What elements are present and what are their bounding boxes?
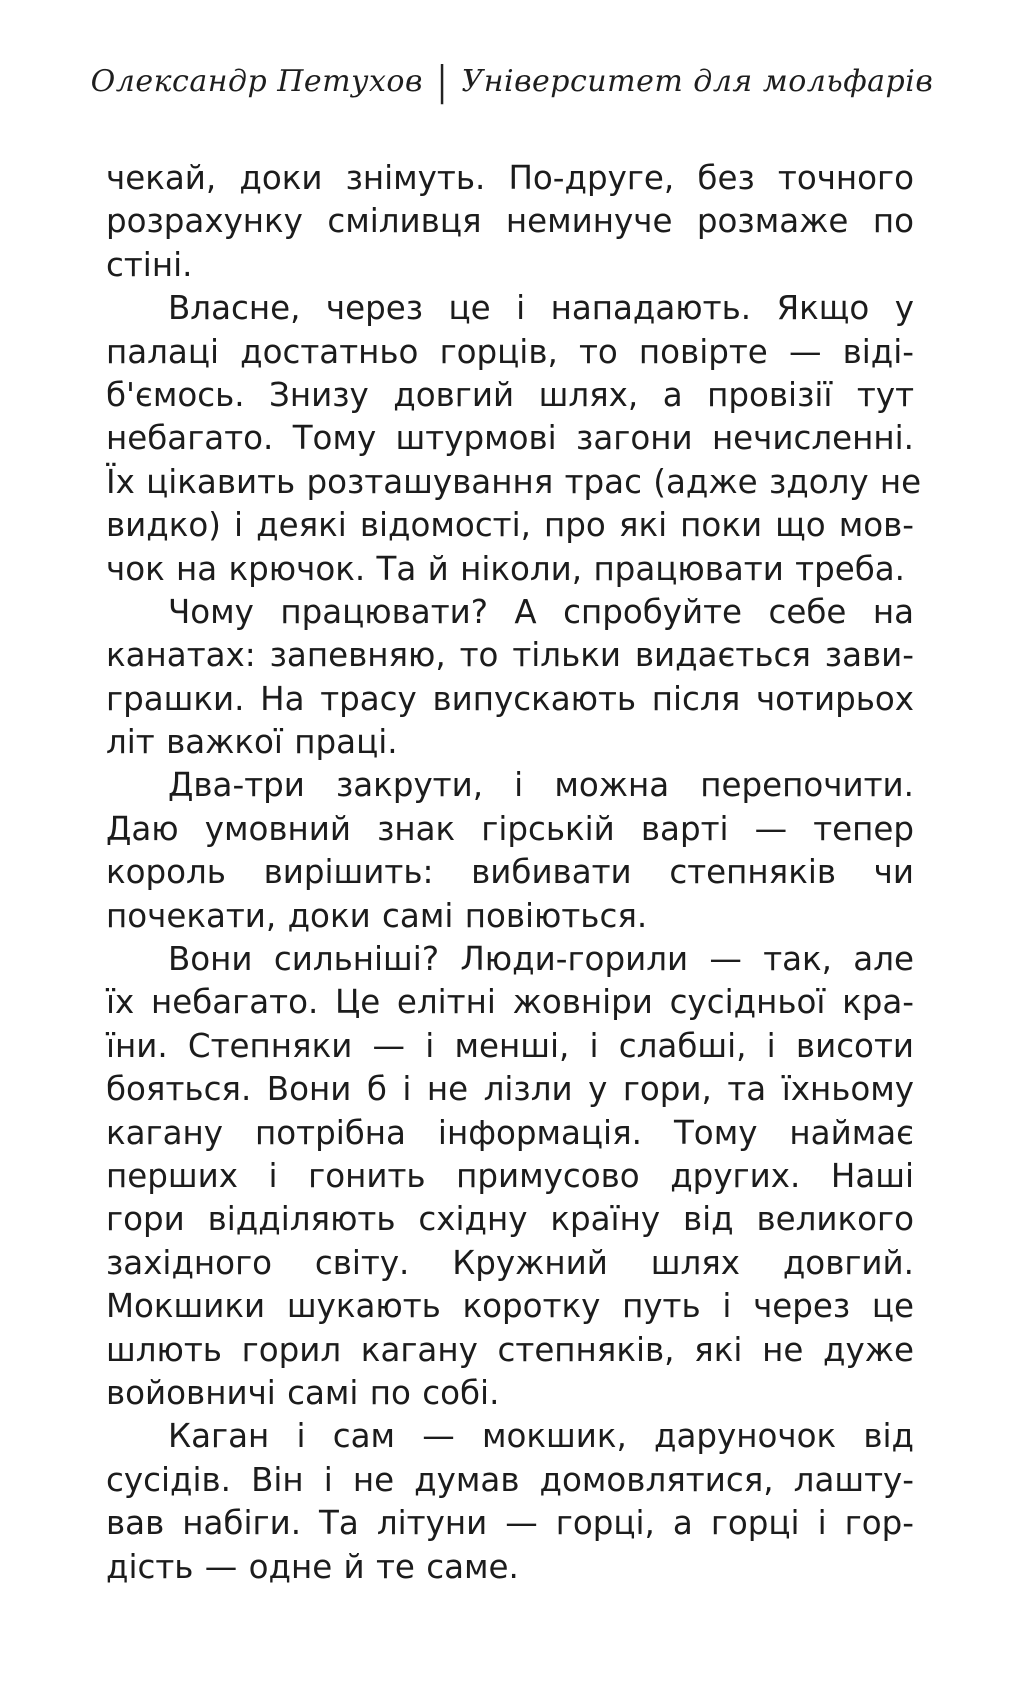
text-line: їни. Степняки — і менші, і слабші, і висоти xyxy=(106,1026,914,1065)
text-line: вав набіги. Та літуни — горці, а горці і гор- xyxy=(106,1504,914,1543)
text-line: Вони сильніші? Люди-горили — так, але xyxy=(168,940,914,979)
text-line: стіні. xyxy=(106,245,193,284)
text-line: Мокшики шукають коротку путь і через це xyxy=(106,1287,914,1326)
text-line: видко) і деякі відомості, про які поки що мов- xyxy=(106,506,914,545)
text-line: небагато. Тому штурмові загони нечисленні. xyxy=(106,419,914,458)
text-line: войовничі самі по собі. xyxy=(106,1373,500,1412)
header-author: Олександр Петухов xyxy=(90,64,423,99)
text-line: розрахунку сміливця неминуче розмаже по xyxy=(106,202,914,241)
text-line: сусідів. Він і не думав домовлятися, лашту- xyxy=(106,1460,914,1499)
text-line: Їх цікавить розташування трас (адже здолу не xyxy=(106,462,922,501)
text-line: палаці достатньо горців, то повірте — віді- xyxy=(106,332,914,371)
text-line: західного світу. Кружний шлях довгий. xyxy=(106,1243,914,1282)
text-line: Власне, через це і нападають. Якщо у xyxy=(168,289,914,328)
text-line: б'ємось. Знизу довгий шлях, а провізії тут xyxy=(106,375,914,414)
text-line: Чому працювати? А спробуйте себе на xyxy=(168,592,914,631)
text-line: почекати, доки самі повіються. xyxy=(106,896,648,935)
header-separator: | xyxy=(436,57,448,106)
header-book-title: Університет для мольфарів xyxy=(461,64,934,99)
text-line: чекай, доки знімуть. По-друге, без точного xyxy=(106,159,914,197)
body-text xyxy=(106,157,922,1589)
text-line: кагану потрібна інформація. Тому наймає xyxy=(106,1113,914,1152)
text-line: Даю умовний знак гірській варті — тепер xyxy=(106,809,914,848)
text-line: бояться. Вони б і не лізли у гори, та їхньому xyxy=(106,1070,914,1109)
text-line: канатах: запевняю, то тільки видається зави- xyxy=(106,636,914,675)
text-line: грашки. На трасу випускають після чотирьох xyxy=(106,679,914,718)
text-line: дість — одне й те саме. xyxy=(106,1547,519,1586)
running-header xyxy=(0,57,1024,106)
text-line: їх небагато. Це елітні жовніри сусідньої кра- xyxy=(106,983,914,1022)
text-line: король вирішить: вибивати степняків чи xyxy=(106,853,914,892)
text-line: Каган і сам — мокшик, даруночок від xyxy=(168,1417,914,1456)
text-line: Два-три закрути, і можна перепочити. xyxy=(168,766,914,805)
text-line: літ важкої праці. xyxy=(106,723,398,762)
text-line: гори відділяють східну країну від великого xyxy=(106,1200,914,1239)
text-line: шлють горил кагану степняків, які не дуже xyxy=(106,1330,914,1369)
text-line: перших і гонить примусово других. Наші xyxy=(106,1156,914,1195)
text-line: чок на крючок. Та й ніколи, працювати треба. xyxy=(106,549,906,588)
